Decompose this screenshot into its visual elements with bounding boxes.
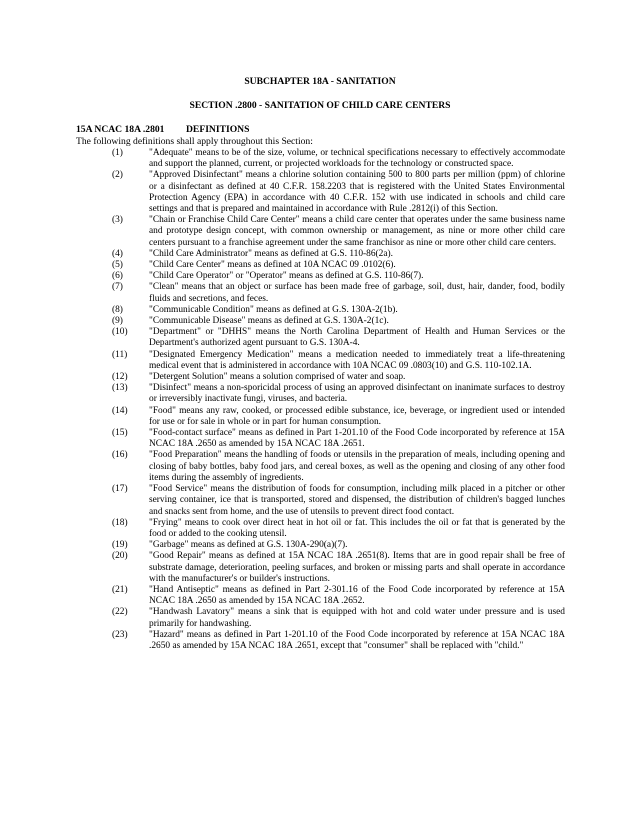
definition-text: "Garbage" means as defined at G.S. 130A-290(a)(7). bbox=[149, 540, 348, 551]
definition-text: "Hand Antiseptic" means as defined in Part 2-301.16 of the Food Code incorporated by reference at 15A NCAC 18A .2650 as amended by 15A NCAC 18A .2652. bbox=[149, 584, 565, 607]
definition-text: "Clean" means that an object or surface has been made free of garbage, soil, dust, hair, dander, food, bodily fluids and secretions, and feces. bbox=[149, 282, 565, 304]
definition-number: (19) bbox=[112, 540, 128, 551]
definition-text: "Communicable Disease" means as defined at G.S. 130A-2(1c). bbox=[149, 316, 389, 327]
definition-number: (3) bbox=[112, 215, 123, 226]
definition-text: "Child Care Operator" or "Operator" means as defined at G.S. 110-86(7). bbox=[149, 271, 424, 282]
definition-item bbox=[0, 551, 640, 585]
definition-item bbox=[0, 260, 640, 271]
definition-text: "Food" means any raw, cooked, or processed edible substance, ice, beverage, or ingredient used or intended for use or for sale in whole or in part for human consumption. bbox=[149, 405, 565, 427]
definition-number: (5) bbox=[112, 260, 123, 271]
definition-number: (12) bbox=[112, 372, 128, 383]
definition-number: (1) bbox=[112, 148, 123, 158]
definition-number: (17) bbox=[112, 484, 128, 495]
definition-number: (6) bbox=[112, 271, 123, 282]
definition-number: (15) bbox=[112, 428, 128, 439]
definition-text: "Good Repair" means as defined at 15A NCAC 18A .2651(8). Items that are in good repair shall be free of substrate damage, deterioration, peeling surfaces, and broken or missing parts and shall operate in accordance with the manufacturer's or builder's instructions. bbox=[149, 551, 565, 584]
definition-text: "Food Preparation" means the handling of foods or utensils in the preparation of meals, including opening and closing of baby bottles, baby food jars, and cereal boxes, as well as the opening and closing of any other food items during the assembly of ingredients. bbox=[149, 450, 565, 483]
definition-text: "Disinfect" means a non-sporicidal process of using an approved disinfectant on inanimate surfaces to destroy or irreversibly inactivate fungi, viruses, and bacteria. bbox=[149, 383, 565, 405]
definitions-list bbox=[0, 148, 640, 652]
definition-text: "Department" or "DHHS" means the North Carolina Department of Health and Human Services or the Department's authorized agent pursuant to G.S. 130A-4. bbox=[149, 327, 565, 349]
definition-item bbox=[0, 585, 640, 607]
definition-text: "Detergent Solution" means a solution comprised of water and soap. bbox=[149, 372, 406, 383]
definition-number: (11) bbox=[112, 349, 128, 360]
definition-item bbox=[0, 282, 640, 304]
definition-text: "Handwash Lavatory" means a sink that is equipped with hot and cold water under pressure and is used primarily for handwashing. bbox=[149, 607, 565, 629]
definition-item bbox=[0, 316, 640, 327]
rule-code: 15A NCAC 18A .2801 bbox=[76, 124, 165, 135]
definition-item bbox=[0, 406, 640, 428]
subchapter-heading: SUBCHAPTER 18A - SANITATION bbox=[244, 76, 396, 87]
definition-text: "Child Care Administrator" means as defined at G.S. 110-86(2a). bbox=[149, 248, 393, 259]
definition-number: (16) bbox=[112, 450, 128, 461]
definition-item bbox=[0, 170, 640, 215]
definition-text: "Hazard" means as defined in Part 1-201.10 of the Food Code incorporated by reference at 15A NCAC 18A .2650 as amended by 15A NCAC 18A .2651, except that "consumer" shall be replaced with "child." bbox=[149, 629, 565, 651]
section-heading: SECTION .2800 - SANITATION OF CHILD CARE CENTERS bbox=[189, 100, 451, 111]
definition-item bbox=[0, 327, 640, 349]
definition-text: "Designated Emergency Medication" means a medication needed to immediately treat a life-threatening medical event that is administered in accordance with 10A NCAC 09 .0803(10) and G.S. 110-102.1A. bbox=[149, 349, 565, 371]
definition-number: (7) bbox=[112, 282, 123, 293]
definition-number: (13) bbox=[112, 383, 128, 394]
definition-number: (9) bbox=[112, 316, 123, 327]
definition-text: "Adequate" means to be of the size, volume, or technical specifications necessary to effectively accommodate and support the planned, current, or projected workloads for the technology or constructed space. bbox=[149, 148, 565, 170]
definition-item bbox=[0, 630, 640, 652]
definition-number: (8) bbox=[112, 304, 123, 315]
definition-item bbox=[0, 484, 640, 518]
definition-number: (2) bbox=[112, 170, 123, 181]
definition-item bbox=[0, 372, 640, 383]
definition-text: "Food-contact surface" means as defined in Part 1-201.10 of the Food Code incorporated by reference at 15A NCAC 18A .2650 as amended by 15A NCAC 18A .2651. bbox=[149, 428, 565, 450]
intro-text: The following definitions shall apply throughout this Section: bbox=[76, 136, 313, 147]
definition-number: (23) bbox=[112, 629, 128, 640]
definition-text: "Communicable Condition" means as defined at G.S. 130A-2(1b). bbox=[149, 304, 398, 315]
definition-item bbox=[0, 428, 640, 450]
definition-text: "Approved Disinfectant" means a chlorine solution containing 500 to 800 parts per million (ppm) of chlorine or a disinfectant as defined at 40 C.F.R. 158.2203 that is registered with the United States Environmental Protection Agency (EPA) in accordance with 40 C.F.R. 152 with use indicated in schools and child care settings and that is prepared and maintained in accordance with Rule .2812(i) of this Section. bbox=[149, 170, 565, 215]
definition-item bbox=[0, 450, 640, 484]
definition-number: (14) bbox=[112, 405, 128, 416]
definition-text: "Frying" means to cook over direct heat in hot oil or fat. This includes the oil or fat that is generated by the food or added to the cooking utensil. bbox=[149, 517, 565, 539]
definition-item bbox=[0, 540, 640, 551]
definition-number: (18) bbox=[112, 517, 128, 528]
definition-text: "Child Care Center" means as defined at 10A NCAC 09 .0102(6). bbox=[149, 260, 396, 271]
definition-item bbox=[0, 215, 640, 249]
definition-item bbox=[0, 271, 640, 282]
definition-item bbox=[0, 148, 640, 170]
definition-number: (20) bbox=[112, 551, 128, 562]
definition-item bbox=[0, 350, 640, 372]
definition-text: "Chain or Franchise Child Care Center" means a child care center that operates under the same business name and prototype design concept, with common ownership or management, as nine or more other child care centers pursuant to a franchise agreement under the same franchisor as nine or more other child care centers. bbox=[149, 215, 565, 248]
definition-number: (4) bbox=[112, 248, 123, 259]
definition-item bbox=[0, 607, 640, 629]
definition-number: (10) bbox=[112, 327, 128, 338]
definition-text: "Food Service" means the distribution of foods for consumption, including milk placed in a pitcher or other serving container, ice that is transported, stored and dispensed, the distribution of children's bagged lunches and snacks sent from home, and the use of utensils to prevent direct food contact. bbox=[149, 484, 565, 517]
definition-number: (22) bbox=[112, 607, 128, 618]
definition-item bbox=[0, 518, 640, 540]
rule-title bbox=[76, 124, 249, 136]
definition-item bbox=[0, 305, 640, 316]
rule-title-text: DEFINITIONS bbox=[186, 124, 250, 135]
definition-number: (21) bbox=[112, 584, 128, 595]
definition-item bbox=[0, 383, 640, 405]
definition-item bbox=[0, 249, 640, 260]
